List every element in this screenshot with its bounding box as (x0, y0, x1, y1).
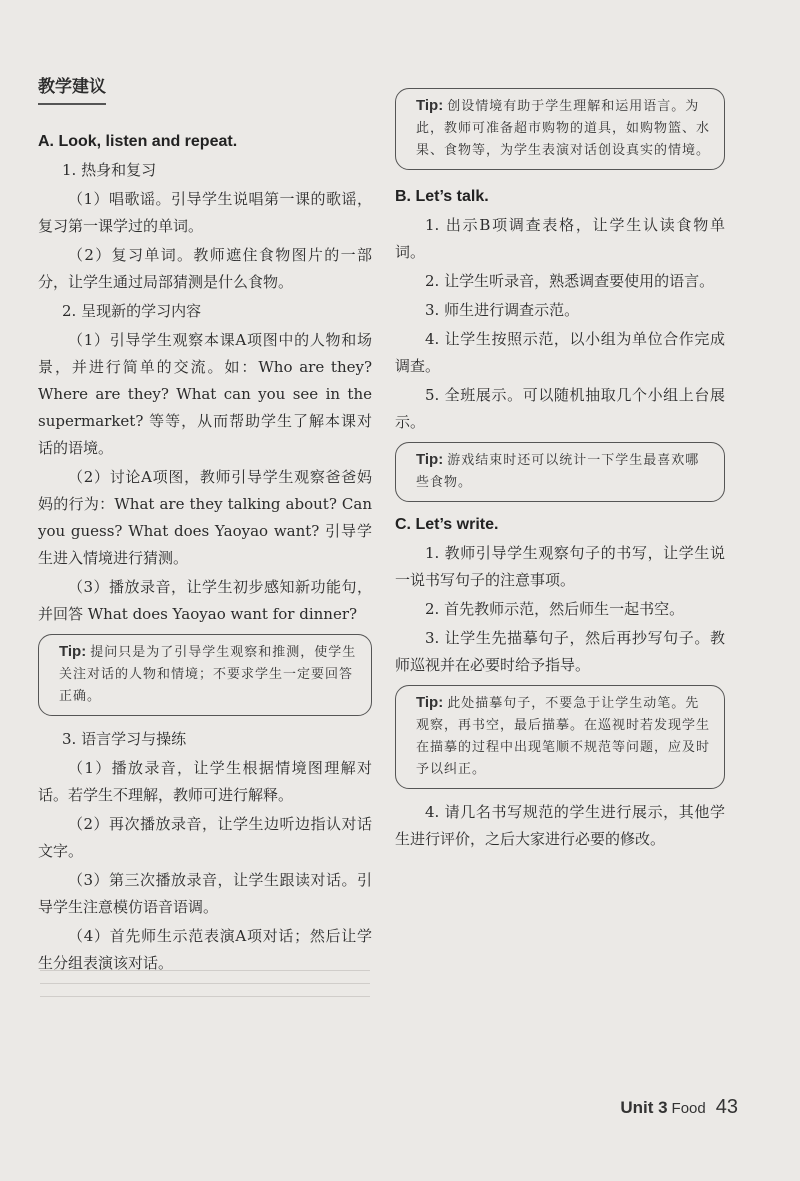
section-title: 教学建议 (38, 72, 106, 105)
paragraph: （3）第三次播放录音，让学生跟读对话。引导学生注意模仿语音语调。 (38, 871, 372, 916)
page-number: 43 (715, 1096, 738, 1118)
paragraph: （1）引导学生观察本课A项图中的人物和场景，并进行简单的交流。如：Who are they? Where are they? What can you see in the supermarket? 等等，从而帮助学生了解本课对话的语境。 (38, 331, 372, 457)
paragraph: 2. 首先教师示范，然后师生一起书空。 (425, 600, 685, 618)
paragraph: （2）复习单词。教师遮住食物图片的一部分，让学生通过局部猜测是什么食物。 (38, 246, 372, 291)
unit-label: Unit 3 (620, 1098, 668, 1117)
left-column (38, 72, 372, 979)
tip-text: 此处描摹句子，不要急于让学生动笔。先观察，再书空，最后描摹。在巡视时若发现学生在描摹的过程中出现笔顺不规范等问题，应及时予以纠正。 (416, 696, 711, 777)
paragraph: （1）唱歌谣。引导学生说唱第一课的歌谣，复习第一课学过的单词。 (38, 190, 372, 235)
section-a-heading: A. Look, listen and repeat. (38, 133, 238, 150)
tip-box (395, 88, 725, 170)
section-b-heading: B. Let’s talk. (395, 188, 489, 205)
tip-label: Tip: (59, 643, 87, 660)
paragraph: 4. 请几名书写规范的学生进行展示，其他学生进行评价，之后大家进行必要的修改。 (395, 803, 725, 848)
paragraph: （2）再次播放录音，让学生边听边指认对话文字。 (38, 815, 372, 860)
paragraph: 3. 师生进行调查示范。 (425, 301, 580, 319)
section-c-heading: C. Let’s write. (395, 516, 499, 533)
note-lines (40, 958, 370, 997)
paragraph: 3. 让学生先描摹句子，然后再抄写句子。教师巡视并在必要时给予指导。 (395, 629, 725, 674)
tip-box (38, 634, 372, 716)
paragraph: 1. 热身和复习 (62, 161, 157, 179)
tip-text: 提问只是为了引导学生观察和推测，使学生关注对话的人物和情境；不要求学生一定要回答正确。 (59, 645, 357, 704)
unit-title: Food (671, 1100, 706, 1117)
paragraph: 4. 让学生按照示范，以小组为单位合作完成调查。 (395, 330, 725, 375)
paragraph: （1）播放录音，让学生根据情境图理解对话。若学生不理解，教师可进行解释。 (38, 759, 372, 804)
paragraph: 1. 出示B项调查表格，让学生认读食物单词。 (395, 216, 725, 261)
paragraph: 1. 教师引导学生观察句子的书写，让学生说一说书写句子的注意事项。 (395, 544, 725, 589)
tip-label: Tip: (416, 694, 444, 711)
paragraph: （3）播放录音，让学生初步感知新功能句，并回答 What does Yaoyao want for dinner? (38, 578, 372, 623)
tip-box (395, 685, 725, 789)
tip-text: 创设情境有助于学生理解和运用语言。为此，教师可准备超市购物的道具，如购物篮、水果、食物等，为学生表演对话创设真实的情境。 (416, 99, 711, 158)
tip-label: Tip: (416, 97, 444, 114)
paragraph: 2. 让学生听录音，熟悉调查要使用的语言。 (425, 272, 715, 290)
paragraph: （4）首先师生示范表演A项对话；然后让学生分组表演该对话。 (38, 927, 372, 972)
tip-text: 游戏结束时还可以统计一下学生最喜欢哪些食物。 (416, 453, 700, 490)
paragraph: （2）讨论A项图，教师引导学生观察爸爸妈妈的行为：What are they talking about? Can you guess? What does Yaoyao want? 引导学生进入情境进行猜测。 (38, 468, 372, 567)
paragraph: 3. 语言学习与操练 (62, 730, 187, 748)
right-column (395, 82, 725, 855)
tip-box (395, 442, 725, 502)
paragraph: 2. 呈现新的学习内容 (62, 302, 202, 320)
paragraph: 5. 全班展示。可以随机抽取几个小组上台展示。 (395, 386, 725, 431)
page-footer (620, 1096, 738, 1119)
tip-label: Tip: (416, 451, 444, 468)
